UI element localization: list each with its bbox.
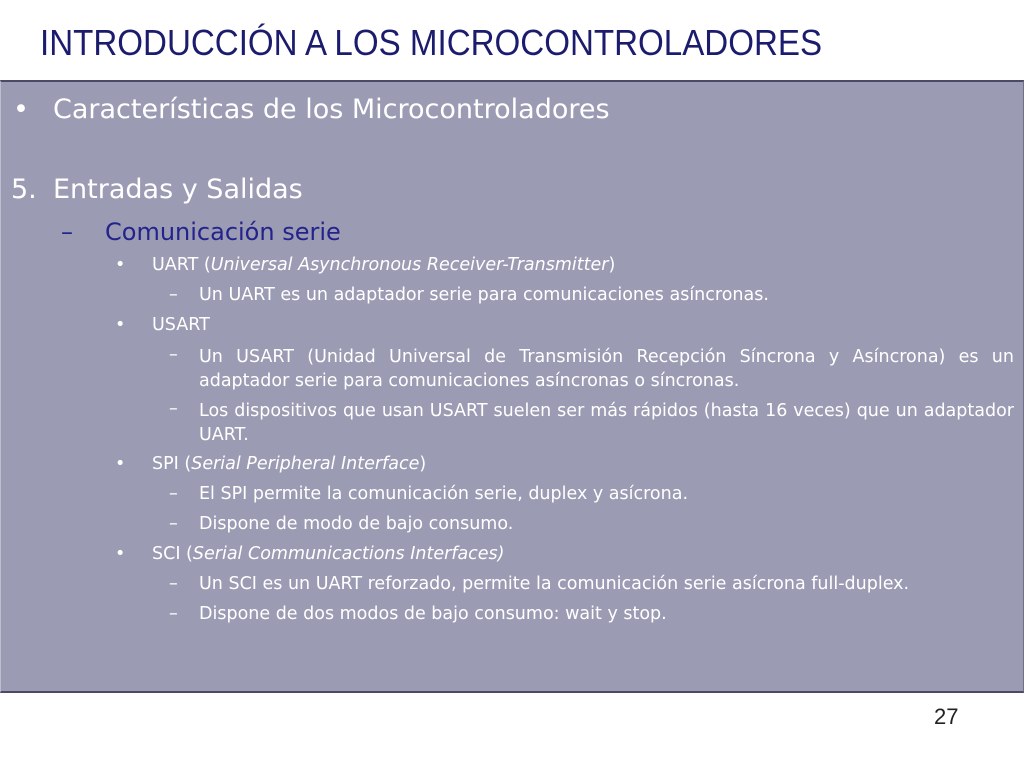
subsection-text: Comunicación serie [105,218,341,246]
spi-item-text: Dispone de modo de bajo consumo. [199,514,514,534]
heading-text: Características de los Microcontroladores [53,94,610,125]
dash-marker: – [169,345,178,365]
dash-marker: – [169,484,178,504]
usart-item-text: Los dispositivos que usan USART suelen ser más rápidos (hasta 16 veces) que un adaptador UART. [199,401,1014,445]
usart-item-text: Un USART (Unidad Universal de Transmisión Recepción Síncrona y Asíncrona) es un adaptador serie para comunicaciones asíncronas o síncronas. [199,347,1014,391]
section-number: 5. [11,174,37,205]
dash-marker: – [61,218,73,246]
dot-marker: • [115,315,126,335]
spi-item-text: El SPI permite la comunicación serie, duplex y asícrona. [199,484,689,504]
dash-marker: – [169,574,178,594]
sci-item-text: Dispone de dos modos de bajo consumo: wait y stop. [199,604,667,624]
content-panel [0,80,1024,693]
spi-text: SPI (Serial Peripheral Interface) [152,454,427,474]
sci-text: SCI (Serial Communicactions Interfaces) [152,544,505,564]
page-number: 27 [934,704,959,729]
uart-text: UART (Universal Asynchronous Receiver-Transmitter) [152,255,616,275]
uart-item-text: Un UART es un adaptador serie para comunicaciones asíncronas. [199,285,769,305]
usart-text: USART [152,315,210,335]
dash-marker: – [169,285,178,305]
dot-marker: • [115,255,126,275]
bullet-marker: • [13,94,29,125]
dot-marker: • [115,454,126,474]
slide-title: INTRODUCCIÓN A LOS MICROCONTROLADORES [40,22,823,63]
dash-marker: – [169,514,178,534]
sci-item-text: Un SCI es un UART reforzado, permite la comunicación serie asícrona full-duplex. [199,574,910,594]
section-text: Entradas y Salidas [53,174,303,205]
dash-marker: – [169,399,178,419]
dot-marker: • [115,544,126,564]
dash-marker: – [169,604,178,624]
